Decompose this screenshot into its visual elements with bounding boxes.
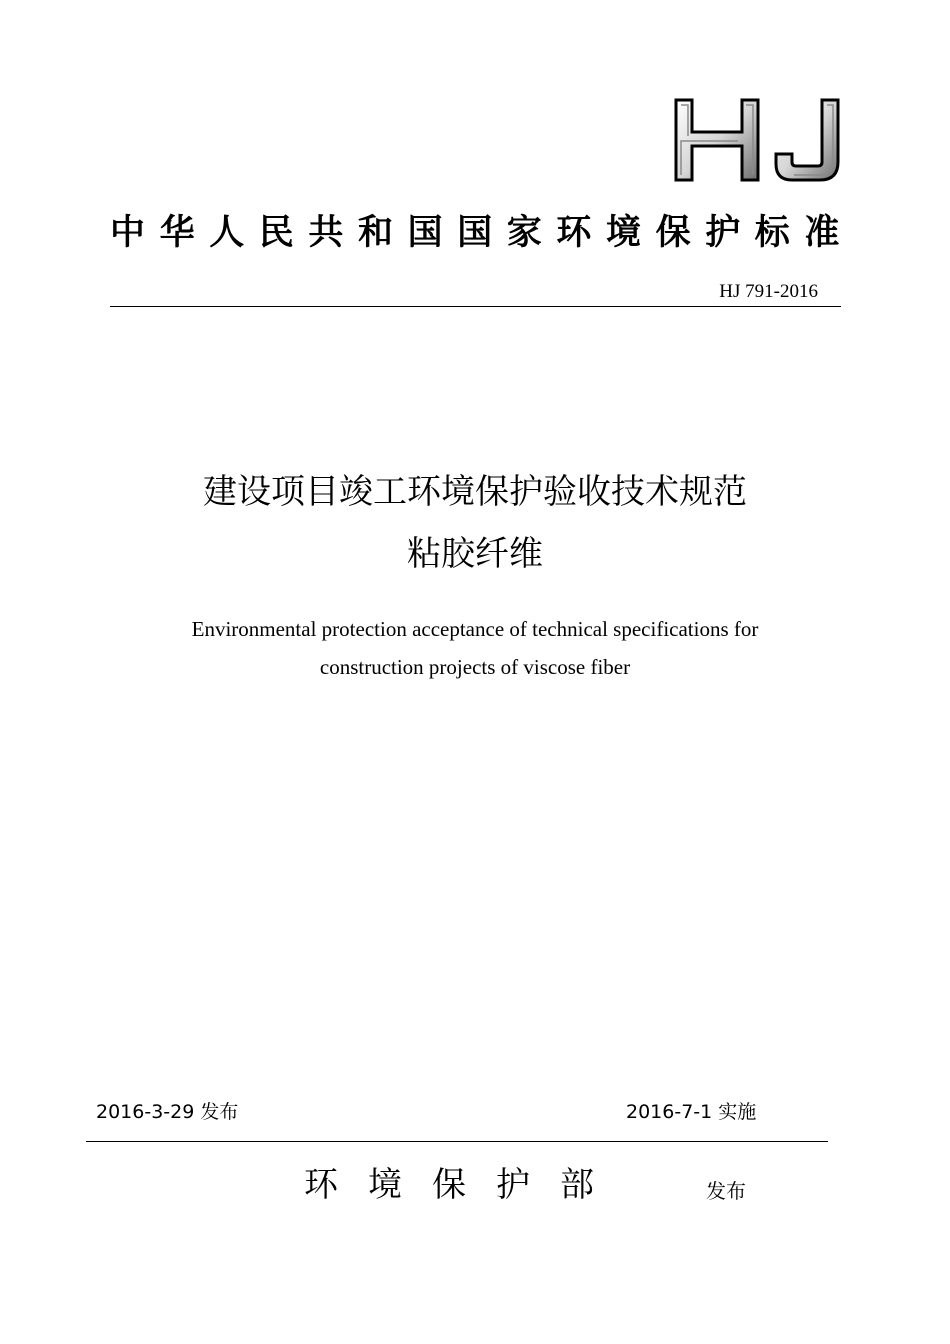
english-title-line-1: Environmental protection acceptance of technical specifications for xyxy=(191,617,759,641)
issue-label: 发布 xyxy=(706,1179,746,1203)
publish-date: 2016-3-29 发布 xyxy=(96,1101,239,1123)
english-title-line-2: construction projects of viscose fiber xyxy=(319,655,631,679)
issuing-authority: 环境保护部 xyxy=(304,1165,624,1205)
chinese-title-line-1: 建设项目竣工环境保护验收技术规范 xyxy=(203,472,747,512)
standard-number: HJ 791-2016 xyxy=(719,281,818,302)
hj-logo xyxy=(672,96,844,184)
footer-divider xyxy=(86,1141,828,1142)
standard-category-title: 中华人民共和国国家环境保护标准 xyxy=(110,213,855,253)
logo-letter-h xyxy=(676,100,758,180)
logo-letter-j xyxy=(776,100,838,180)
chinese-title-line-2: 粘胶纤维 xyxy=(407,534,543,574)
header-divider xyxy=(110,306,841,307)
implementation-date: 2016-7-1 实施 xyxy=(626,1101,757,1123)
